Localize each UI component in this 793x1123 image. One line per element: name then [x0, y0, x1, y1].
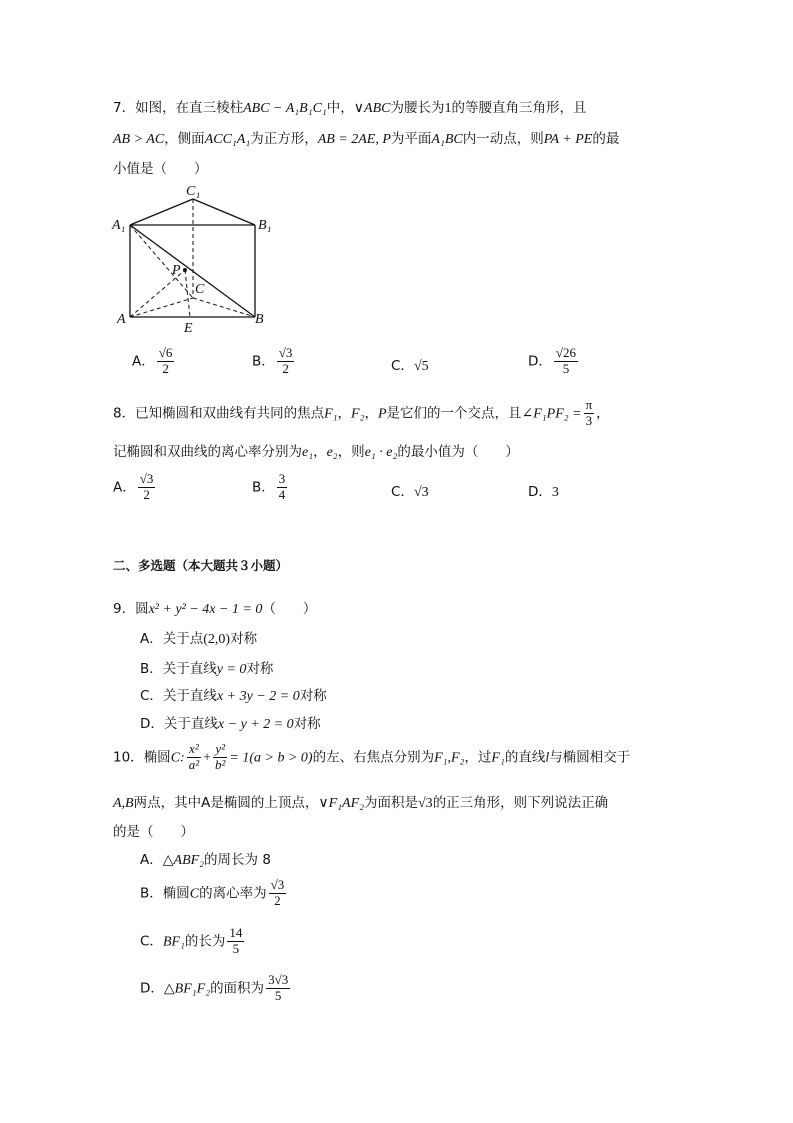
q8-option-d[interactable]: D．3 — [528, 484, 559, 500]
q8-option-b[interactable]: B． $\frac{3}{4}$ — [252, 471, 286, 502]
point-p — [183, 268, 187, 272]
segment-pe — [185, 270, 190, 317]
edge-ac — [130, 298, 193, 317]
q7-option-a[interactable]: A． $\frac{√6}{2}$ — [132, 345, 173, 376]
label-p: P — [172, 263, 181, 278]
label-c1: C₁ — [186, 184, 201, 199]
q10-line2: A,B两点，其中A是椭圆的上顶点，∨F₁AF₂为面积是√3的正三角形，则下列说法正确 — [113, 795, 609, 811]
q10-line3: 的是（ ） — [113, 824, 194, 840]
q7-line2: AB > AC，侧面ACC₁A₁为正方形，AB = 2AE, P为平面A₁BC内一动点，则PA + PE的最 — [113, 131, 620, 147]
q10-option-a[interactable]: A．△ABF₂的周长为 8 — [140, 852, 271, 868]
label-e: E — [184, 321, 193, 335]
q10-option-c[interactable]: C．BF₁的长为 $\frac{14}{5}$ — [140, 925, 243, 956]
prism-figure — [110, 180, 280, 335]
q10-option-d[interactable]: D．△BF₁F₂的面积为 $\frac{3√3}{5}$ — [140, 972, 289, 1003]
label-b: B — [255, 312, 264, 327]
q9-option-d[interactable]: D．关于直线x − y + 2 = 0对称 — [140, 716, 321, 732]
q9-option-a[interactable]: A．关于点(2,0)对称 — [140, 631, 258, 647]
section-title: 二、多选题（本大题共３小题） — [113, 558, 289, 573]
edge-c1b1 — [193, 199, 255, 225]
q7-line3: 小值是（ ） — [113, 161, 208, 177]
label-b1: B₁ — [258, 218, 272, 233]
q7-option-d[interactable]: D． $\frac{√26}{5}$ — [528, 345, 577, 376]
q7-line1: 7．如图，在直三棱柱ABC − A₁B₁C₁中，∨ABC为腰长为1的等腰直角三角形，且 — [113, 100, 587, 116]
q9-option-c[interactable]: C．关于直线x + 3y − 2 = 0对称 — [140, 688, 327, 704]
label-a: A — [117, 312, 126, 327]
edge-a1c1 — [130, 199, 193, 225]
q8-option-a[interactable]: A． $\frac{√3}{2}$ — [113, 471, 154, 502]
q9-stem: 9．圆x² + y² − 4x − 1 = 0（ ） — [113, 601, 317, 617]
q8-line1: 8．已知椭圆和双曲线有共同的焦点F₁，F₂，P是它们的一个交点，且∠F₁PF₂ = $\frac{\pi}{3}$ ， — [113, 397, 610, 428]
q9-option-b[interactable]: B．关于直线y = 0对称 — [140, 661, 274, 677]
q7-option-b[interactable]: B． $\frac{√3}{2}$ — [252, 345, 293, 376]
q10-line1: 10．椭圆C: $\frac{\text{x²}}{\text{a²}}$ + $\frac{\text{y²}}{\text{b²}}$ = 1(a > b > 0)的左、右焦点分别为F₁,F₂，过F₁的直线l与椭圆相交于 — [113, 741, 631, 772]
label-a1: A₁ — [112, 218, 126, 233]
q8-line2: 记椭圆和双曲线的离心率分别为e₁，e₂，则e₁ · e₂的最小值为（ ） — [113, 444, 519, 460]
q8-option-c[interactable]: C．√3 — [391, 484, 429, 500]
q7-option-c[interactable]: C．√5 — [391, 358, 429, 374]
edge-cb — [193, 298, 255, 317]
q10-option-b[interactable]: B．椭圆C的离心率为 $\frac{√3}{2}$ — [140, 877, 285, 908]
label-c: C — [195, 282, 205, 297]
edge-a1c — [130, 225, 193, 298]
